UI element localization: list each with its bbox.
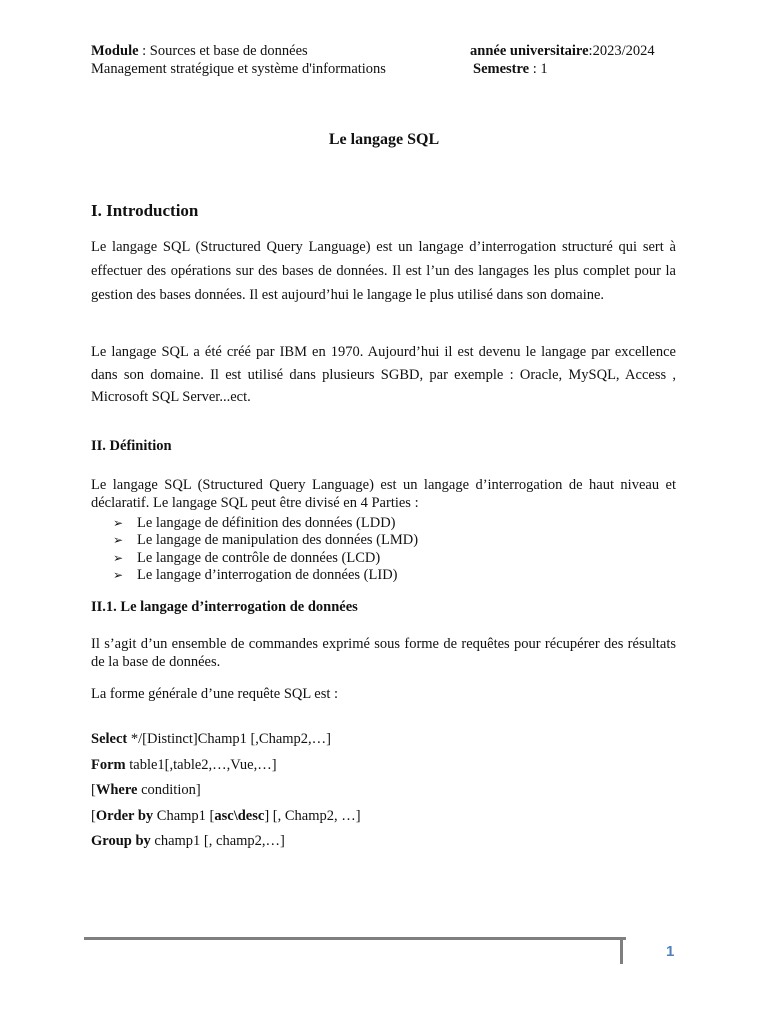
list-item: ➢ Le langage de manipulation des données (LMD) bbox=[113, 532, 419, 549]
sql-syntax-block bbox=[91, 727, 361, 855]
arrow-bullet-icon: ➢ bbox=[113, 516, 124, 530]
footer-rule bbox=[84, 937, 626, 940]
list-item: ➢ Le langage d’interrogation de données (LID) bbox=[113, 566, 398, 583]
syntax-order-line: [Order by Champ1 [asc\desc] [, Champ2, …] bbox=[91, 807, 361, 824]
lid-paragraph-1: Il s’agit d’un ensemble de commandes exprimé sous forme de requêtes pour récupérer des résultats de la base de données. bbox=[91, 636, 676, 670]
syntax-select-line: Select */[Distinct]Champ1 [,Champ2,…] bbox=[91, 731, 332, 747]
definition-paragraph: Le langage SQL (Structured Query Language) est un langage d’interrogation de haut niveau et déclaratif. Le langage SQL peut être divisé en 4 Parties : bbox=[91, 477, 676, 511]
sql-parts-list bbox=[113, 515, 418, 584]
header-semester bbox=[473, 60, 548, 78]
module-value: : Sources et base de données bbox=[138, 43, 308, 59]
syntax-form-line: Form table1[,table2,…,Vue,…] bbox=[91, 756, 277, 773]
intro-heading: I. Introduction bbox=[91, 201, 199, 220]
year-value: :2023/2024 bbox=[588, 43, 655, 59]
list-item: ➢ Le langage de contrôle de données (LCD) bbox=[113, 549, 381, 566]
footer-rule-tick bbox=[620, 940, 623, 964]
lid-paragraph-2: La forme générale d’une requête SQL est : bbox=[91, 686, 339, 702]
syntax-where-line: [Where condition] bbox=[91, 782, 201, 798]
lid-heading: II.1. Le langage d’interrogation de données bbox=[91, 599, 358, 615]
list-item: ➢ Le langage de définition des données (LDD) bbox=[113, 515, 396, 531]
page-number: 1 bbox=[666, 943, 675, 960]
module-label: Module bbox=[91, 43, 139, 59]
semester-value: : 1 bbox=[529, 61, 548, 77]
arrow-bullet-icon: ➢ bbox=[113, 533, 124, 548]
page-title: Le langage SQL bbox=[328, 131, 440, 148]
header-year bbox=[470, 42, 655, 60]
syntax-group-line: Group by champ1 [, champ2,…] bbox=[91, 833, 285, 849]
arrow-bullet-icon: ➢ bbox=[113, 567, 124, 582]
definition-heading: II. Définition bbox=[91, 438, 172, 454]
header-module bbox=[91, 42, 308, 60]
intro-paragraph-1: Le langage SQL (Structured Query Language) est un langage d’interrogation structuré qui sert à effectuer des opérations sur des bases de données. Il est l’un des langages les plus complet pour la gestion des bases données. Il est aujourd’hui le langage le plus utilisé dans son domaine. bbox=[91, 239, 676, 303]
semester-label: Semestre bbox=[473, 61, 530, 77]
intro-paragraph-2: Le langage SQL a été créé par IBM en 1970. Aujourd’hui il est devenu le langage par excellence dans son domaine. Il est utilisé dans plusieurs SGBD, par exemple : Oracle, MySQL, Access , Microsoft SQL Server...ect. bbox=[91, 344, 676, 405]
header-program: Management stratégique et système d'informations bbox=[91, 61, 386, 77]
arrow-bullet-icon: ➢ bbox=[113, 550, 124, 565]
year-label: année universitaire bbox=[470, 43, 589, 59]
